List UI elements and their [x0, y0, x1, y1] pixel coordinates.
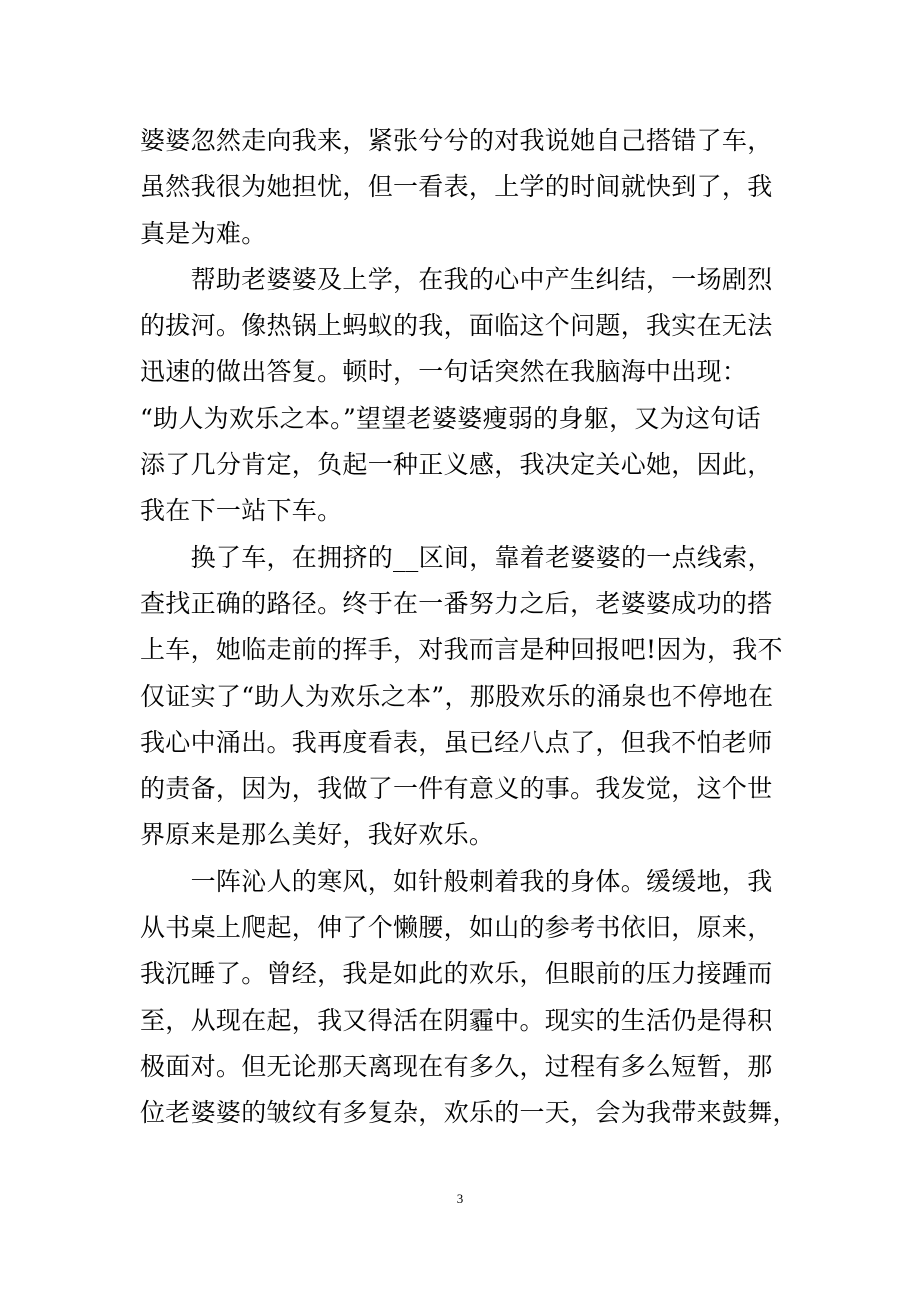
text-line: 一阵沁人的寒风，如针般刺着我的身体。缓缓地，我 — [140, 866, 773, 896]
text-line: 查找正确的路径。终于在一番努力之后，老婆婆成功的搭 — [140, 588, 773, 618]
text-line: 的拔河。像热锅上蚂蚁的我，面临这个问题，我实在无法 — [140, 311, 773, 341]
text-line: 从书桌上爬起，伸了个懒腰，如山的参考书依旧，原来， — [140, 913, 773, 943]
text-line: 婆婆忽然走向我来，紧张兮兮的对我说她自己搭错了车， — [140, 126, 773, 155]
text-line: 的责备，因为，我做了一件有意义的事。我发觉，这个世 — [140, 774, 773, 804]
text-line: “助人为欢乐之本。”望望老婆婆瘦弱的身躯，又为这句话 — [140, 403, 761, 433]
text-line: 换了车，在拥挤的__区间，靠着老婆婆的一点线索， — [140, 542, 773, 572]
text-line: 迅速的做出答复。顿时，一句话突然在我脑海中出现： — [140, 357, 748, 387]
body-text — [140, 118, 798, 1137]
text-line: 我心中涌出。我再度看表，虽已经八点了，但我不怕老师 — [140, 727, 773, 757]
text-line: 至，从现在起，我又得活在阴霾中。现实的生活仍是得积 — [140, 1005, 773, 1035]
page-number: 3 — [456, 1191, 464, 1206]
text-line: 极面对。但无论那天离现在有多久，过程有多么短暂，那 — [140, 1051, 773, 1081]
text-line: 虽然我很为她担忧，但一看表，上学的时间就快到了，我 — [140, 172, 773, 202]
text-line: 帮助老婆婆及上学，在我的心中产生纠结，一场剧烈 — [140, 264, 773, 294]
text-line: 我在下一站下车。 — [140, 496, 343, 526]
text-line: 上车，她临走前的挥手，对我而言是种回报吧!因为，我不 — [140, 635, 783, 665]
text-line: 界原来是那么美好，我好欢乐。 — [140, 820, 495, 850]
text-line: 添了几分肯定，负起一种正义感，我决定关心她，因此， — [140, 450, 773, 480]
text-line: 真是为难。 — [140, 218, 267, 248]
text-line: 位老婆婆的皱纹有多复杂，欢乐的一天，会为我带来鼓舞， — [140, 1098, 798, 1128]
text-line: 仅证实了“助人为欢乐之本”，那股欢乐的涌泉也不停地在 — [140, 681, 774, 711]
text-line: 我沉睡了。曾经，我是如此的欢乐，但眼前的压力接踵而 — [140, 959, 773, 989]
